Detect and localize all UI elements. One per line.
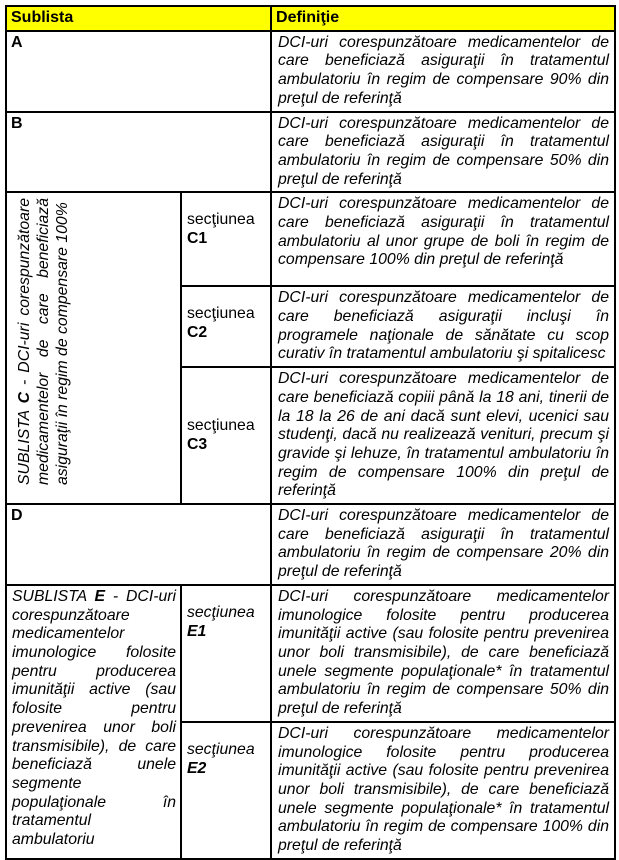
group-e-cell [6,585,181,859]
table-header-row [6,6,615,31]
group-c-letter: C [16,392,33,404]
section-e1-definition: DCI-uri corespunzătoare medicamentelor imunologice folosite pentru producerea imunităţii active (sau folosite pentru prevenirea unor boli transmisibile), de care beneficiază unele segmente populaţionale* în tratamentul ambulatoriu în regim de compensare 50% din preţul de referinţă [271,585,615,722]
group-e-prefix: SUBLISTA [12,587,87,605]
group-c-rest: - DCI-uri corespunzătoare medicamentelor de care beneficiază asiguraţii în regim de compensare 100% [16,198,71,486]
section-c3-word: secţiunea [187,416,255,434]
row-b-label: B [6,112,271,193]
section-c1-label [181,192,271,286]
section-e2-definition: DCI-uri corespunzătoare medicamentelor imunologice folosite pentru producerea imunităţii active (sau folosite pentru prevenirea unor boli transmisibile), de care beneficiază unele segmente populaţionale* în tratamentul ambulatoriu în regim de compensare 100% din preţul de referinţă [271,722,615,859]
group-c-vertical-label [15,198,72,485]
row-d-definition: DCI-uri corespunzătoare medicamentelor de care beneficiază asiguraţii în tratamentul ambulatoriu în regim de compensare 20% din preţul de referinţă [271,504,615,585]
header-definitie: Definiţie [271,6,615,31]
table-row-e1 [6,585,615,722]
group-c-prefix: SUBLISTA [16,410,33,486]
table-row-b [6,112,615,193]
section-e2-code: E2 [187,759,207,777]
header-sublista: Sublista [6,6,271,31]
section-e2-label [181,722,271,859]
group-c-cell [6,192,181,504]
section-c1-definition: DCI-uri corespunzătoare medicamentelor de care beneficiază asiguraţii în tratamentul ambulatoriu al unor grupe de boli în regim de compensare 100% din preţul de referinţă [271,192,615,286]
row-a-definition: DCI-uri corespunzătoare medicamentelor de care beneficiază asiguraţii în tratamentul ambulatoriu în regim de compensare 90% din preţul de referinţă [271,31,615,112]
section-c2-definition: DCI-uri corespunzătoare medicamentelor de care beneficiază asiguraţii incluşi în programele naţionale de sănătate cu scop curativ în tratamentul ambulatoriu şi spitalicesc [271,286,615,367]
section-e1-label [181,585,271,722]
row-d-label: D [6,504,271,585]
group-e-rest: - DCI-uri corespunzătoare medicamentelor imunologice folosite pentru producerea imunităţii active (sau folosite pentru prevenirea unor boli transmisibile), de care beneficiază unele segmente populaţionale în tratamentul ambulatoriu [12,587,177,849]
table-row-a [6,31,615,112]
row-b-definition: DCI-uri corespunzătoare medicamentelor de care beneficiază asiguraţii în tratamentul ambulatoriu în regim de compensare 50% din preţul de referinţă [271,112,615,193]
table-row-c1 [6,192,615,286]
section-c3-definition: DCI-uri corespunzătoare medicamentelor de care beneficiază copiii până la 18 ani, tinerii de la 18 la 26 de ani dacă sunt elevi, ucenici sau studenţi, dacă nu realizează venituri, precum şi gravide şi lehuze, în tratamentul ambulatoriu în regim de compensare 100% din preţul de referinţă [271,367,615,504]
section-e1-word: secţiunea [187,603,255,621]
section-c3-code: C3 [187,435,208,453]
section-c2-label [181,286,271,367]
section-c2-code: C2 [187,324,208,342]
section-c3-label [181,367,271,504]
section-c2-word: secţiunea [187,305,255,323]
table-row-d [6,504,615,585]
row-a-label: A [6,31,271,112]
section-c1-word: secţiunea [187,211,255,229]
section-c1-code: C1 [187,230,208,248]
section-e1-code: E1 [187,622,207,640]
group-e-letter: E [94,587,106,605]
sublists-table [5,5,616,860]
section-e2-word: secţiunea [187,740,255,758]
